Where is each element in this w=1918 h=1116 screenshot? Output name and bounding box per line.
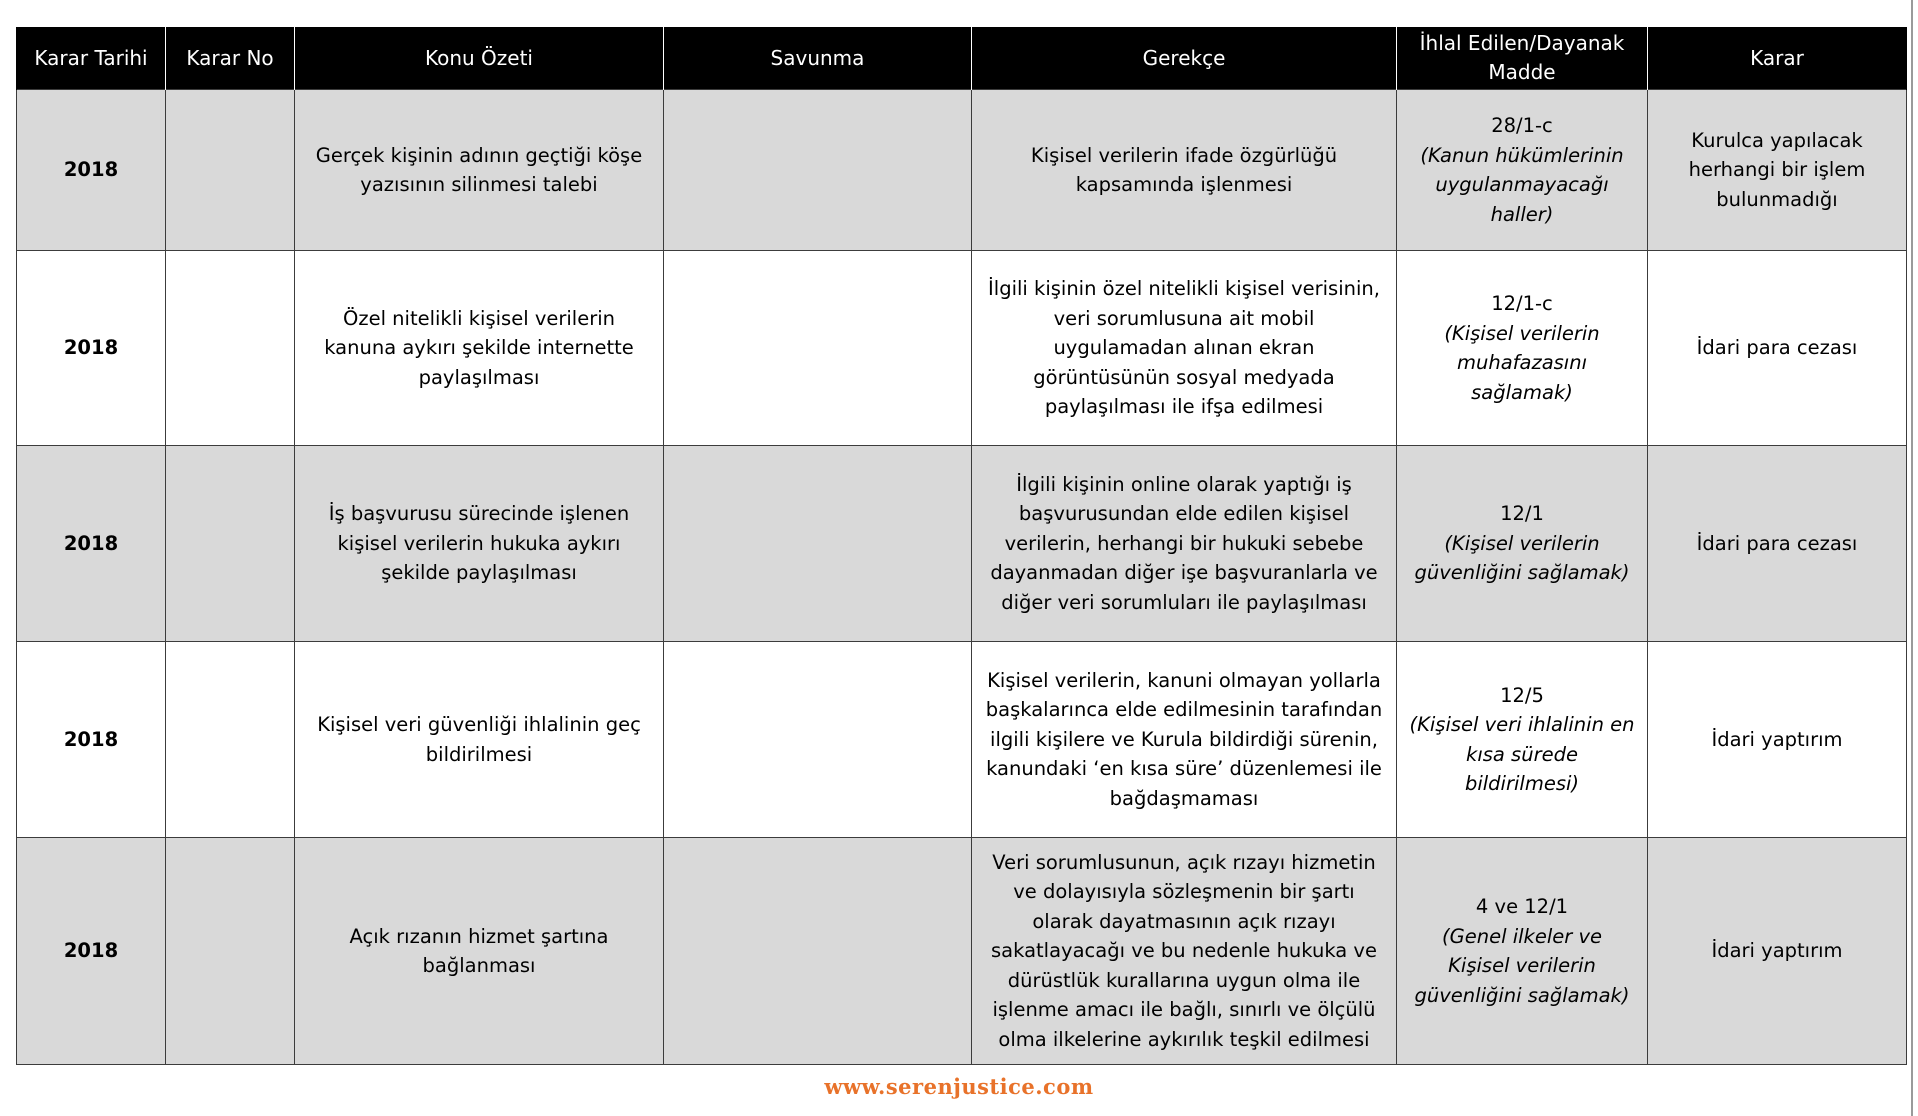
header-reasoning: Gerekçe — [972, 27, 1397, 90]
cell-article — [1397, 90, 1648, 251]
article-number: 12/1-c — [1491, 292, 1553, 315]
table-row — [17, 838, 1907, 1065]
cell-date: 2018 — [17, 90, 166, 251]
cell-defense — [664, 446, 972, 642]
cell-reasoning: Veri sorumlusunun, açık rızayı hizmetin ve dolayısıyla sözleşmenin bir şartı olarak dayatmasının açık rızayı sakatlayacağı ve bu nedenle hukuka ve dürüstlük kurallarına uygun olma ile işlenme amacı ile bağlı, sınırlı ve ölçülü olma ilkelerine aykırılık teşkil edilmesi — [972, 838, 1397, 1065]
table-header-row — [17, 27, 1907, 90]
cell-reasoning: İlgili kişinin özel nitelikli kişisel verisinin, veri sorumlusuna ait mobil uygulamadan alınan ekran görüntüsünün sosyal medyada paylaşılması ile ifşa edilmesi — [972, 251, 1397, 446]
article-description: (Kanun hükümlerinin uygulanmayacağı haller) — [1420, 143, 1624, 226]
cell-summary: Özel nitelikli kişisel verilerin kanuna aykırı şekilde internette paylaşılması — [295, 251, 664, 446]
cell-article — [1397, 838, 1648, 1065]
cell-summary: Gerçek kişinin adının geçtiği köşe yazısının silinmesi talebi — [295, 90, 664, 251]
website-watermark: www.serenjustice.com — [824, 1074, 1094, 1099]
cell-summary: Açık rızanın hizmet şartına bağlanması — [295, 838, 664, 1065]
table-row — [17, 90, 1907, 251]
cell-date: 2018 — [17, 251, 166, 446]
article-number: 12/5 — [1500, 683, 1544, 707]
article-number: 12/1 — [1500, 502, 1544, 526]
cell-summary: İş başvurusu sürecinde işlenen kişisel verilerin hukuka aykırı şekilde paylaşılması — [295, 446, 664, 642]
article-number: 4 ve 12/1 — [1475, 895, 1569, 918]
header-defense: Savunma — [664, 27, 972, 90]
table-row — [17, 251, 1907, 446]
cell-defense — [664, 838, 972, 1065]
cell-defense — [664, 642, 972, 838]
cell-defense — [664, 251, 972, 446]
article-description: (Kişisel verilerin muhafazasını sağlamak) — [1444, 321, 1600, 404]
cell-decision: İdari yaptırım — [1648, 642, 1907, 838]
header-decision: Karar — [1648, 27, 1907, 90]
cell-number — [166, 90, 295, 251]
cell-decision: Kurulca yapılacak herhangi bir işlem bulunmadığı — [1648, 90, 1907, 251]
cell-number — [166, 838, 295, 1065]
cell-reasoning: Kişisel verilerin, kanuni olmayan yollarla başkalarınca elde edilmesinin tarafından ilgili kişilere ve Kurula bildirdiği sürenin, kanundaki ‘en kısa süre’ düzenlemesi ile bağdaşmaması — [972, 642, 1397, 838]
cell-decision: İdari para cezası — [1648, 446, 1907, 642]
cell-decision: İdari yaptırım — [1648, 838, 1907, 1065]
header-violated-article: İhlal Edilen/Dayanak Madde — [1397, 27, 1648, 90]
cell-date: 2018 — [17, 446, 166, 642]
header-decision-no: Karar No — [166, 27, 295, 90]
cell-reasoning: İlgili kişinin online olarak yaptığı iş başvurusundan elde edilen kişisel verilerin, herhangi bir hukuki sebebe dayanmadan diğer işe başvuranlarla ve diğer veri sorumluları ile paylaşılması — [972, 446, 1397, 642]
cell-number — [166, 642, 295, 838]
cell-date: 2018 — [17, 838, 166, 1065]
cell-reasoning: Kişisel verilerin ifade özgürlüğü kapsamında işlenmesi — [972, 90, 1397, 251]
article-description: (Genel ilkeler ve Kişisel verilerin güvenliğini sağlamak) — [1414, 924, 1630, 1007]
cell-defense — [664, 90, 972, 251]
cell-article — [1397, 642, 1648, 838]
cell-date: 2018 — [17, 642, 166, 838]
cell-decision: İdari para cezası — [1648, 251, 1907, 446]
table-row — [17, 642, 1907, 838]
cell-article — [1397, 446, 1648, 642]
article-description: (Kişisel verilerin güvenliğini sağlamak) — [1414, 531, 1630, 585]
article-description: (Kişisel veri ihlalinin en kısa sürede bildirilmesi) — [1409, 713, 1635, 795]
page-edge-line — [1911, 0, 1913, 1116]
article-number: 28/1-c — [1491, 114, 1553, 137]
header-subject-summary: Konu Özeti — [295, 27, 664, 90]
cell-article — [1397, 251, 1648, 446]
table-row — [17, 446, 1907, 642]
cell-number — [166, 251, 295, 446]
decisions-table — [16, 27, 1907, 1065]
cell-summary: Kişisel veri güvenliği ihlalinin geç bildirilmesi — [295, 642, 664, 838]
header-decision-date: Karar Tarihi — [17, 27, 166, 90]
cell-number — [166, 446, 295, 642]
